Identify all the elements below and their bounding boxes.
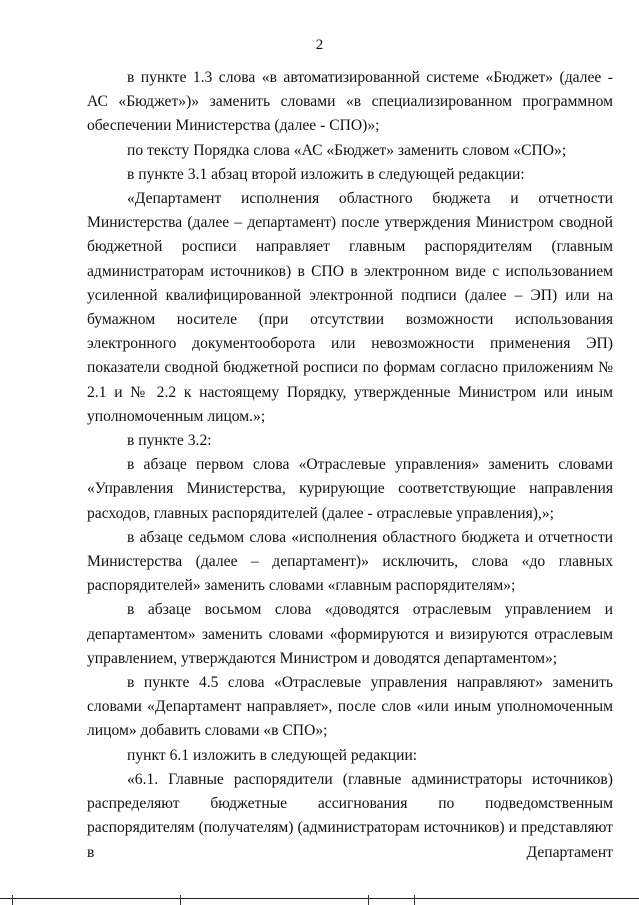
scan-edge-tick [12, 895, 13, 905]
paragraph-3-2-first: в абзаце первом слова «Отраслевые управления» заменить словами «Управления Министерства, курирующие соответствующие направления расходов, главных распорядителей (далее - отраслевые управления),»; [87, 456, 613, 522]
scan-edge-line [0, 898, 639, 899]
scan-edge-tick [368, 895, 369, 905]
paragraph-3-2-eighth: в абзаце восьмом слова «доводятся отраслевым управлением и департаментом» заменить словами «формируются и визируются отраслевым управлением, утверждаются Министром и доводятся департаментом»; [87, 601, 613, 667]
paragraph-replace-as-budget: по тексту Порядка слова «АС «Бюджет» заменить словом «СПО»; [127, 141, 567, 159]
paragraph-amend-3-2: в пункте 3.2: [127, 432, 212, 450]
paragraph-3-2-seventh: в абзаце седьмом слова «исполнения областного бюджета и отчетности Министерства (далее – департамент)» исключить, слова «до главных распорядителей» заменить словами «главным распорядителям»; [87, 528, 613, 595]
paragraph-new-6-1-text: «6.1. Главные распорядители (главные администраторы источников) распределяют бюджетные ассигнования по подведомственным распорядителям (получателям) (администраторам источников) и представляют в Департамент [87, 770, 613, 861]
paragraph-amend-3-1: в пункте 3.1 абзац второй изложить в следующей редакции: [127, 165, 525, 183]
paragraph-amend-6-1: пункт 6.1 изложить в следующей редакции: [127, 746, 418, 764]
document-body [87, 66, 613, 865]
paragraph-amend-1-3: в пункте 1.3 слова «в автоматизированной системе «Бюджет» (далее - АС «Бюджет»)» заменить словами «в специализированном программном обеспечении Министерства (далее - СПО)»; [87, 69, 613, 135]
paragraph-new-3-1-text: «Департамент исполнения областного бюджета и отчетности Министерства (далее – департамент) после утверждения Министром сводной бюджетной росписи направляет главным распорядителям (главным администраторам источников) в СПО в электронном виде с использованием усиленной квалифицированной электронной подписи (далее – ЭП) или на бумажном носителе (при отсутствии возможности использования электронного документооборота или невозможности применения ЭП) показатели сводной бюджетной росписи по формам согласно приложениям № 2.1 и № 2.2 к настоящему Порядку, утвержденные Министром или иным уполномоченным лицом.»; [87, 190, 613, 425]
paragraph-amend-4-5: в пункте 4.5 слова «Отраслевые управления направляют» заменить словами «Департамент направляет», после слов «или иным уполномоченным лицом» добавить словами «в СПО»; [87, 674, 613, 740]
scan-edge-tick [414, 895, 415, 905]
scan-bottom-edge [0, 895, 639, 905]
scan-edge-tick [180, 895, 181, 905]
page-number: 2 [315, 37, 324, 53]
